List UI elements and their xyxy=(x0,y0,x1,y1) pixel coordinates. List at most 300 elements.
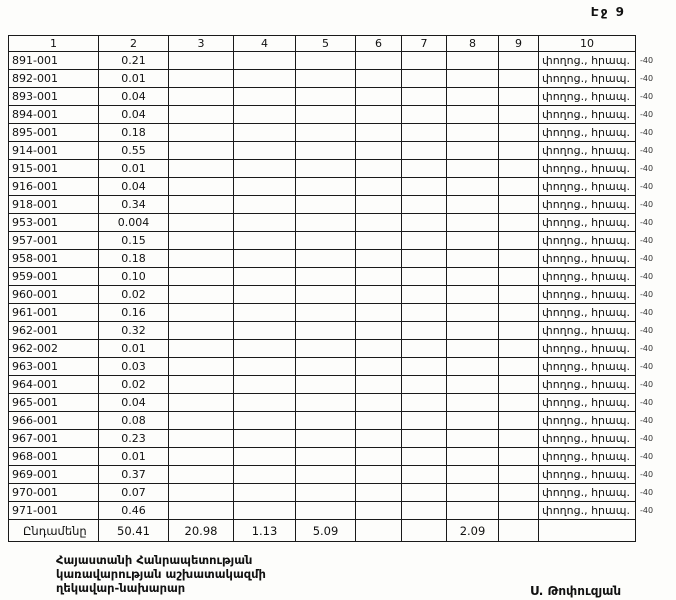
empty-cell xyxy=(296,196,356,214)
total-value-cell xyxy=(539,520,636,542)
category-cell: փողոց., հրապ. xyxy=(539,196,636,214)
empty-cell xyxy=(356,430,402,448)
table-row xyxy=(9,322,636,340)
empty-cell xyxy=(296,502,356,520)
empty-cell xyxy=(234,178,296,196)
empty-cell xyxy=(234,430,296,448)
empty-cell xyxy=(402,214,447,232)
margin-annotation: -40 xyxy=(640,254,654,263)
empty-cell xyxy=(356,484,402,502)
table-row xyxy=(9,358,636,376)
empty-cell xyxy=(234,160,296,178)
category-cell: փողոց., հրապ. xyxy=(539,340,636,358)
column-header: 8 xyxy=(447,36,499,52)
empty-cell xyxy=(234,196,296,214)
empty-cell xyxy=(447,430,499,448)
category-cell: փողոց., հրապ. xyxy=(539,502,636,520)
table-area xyxy=(8,35,653,542)
empty-cell xyxy=(169,286,234,304)
empty-cell xyxy=(356,340,402,358)
empty-cell xyxy=(356,466,402,484)
total-value-cell: 20.98 xyxy=(169,520,234,542)
category-cell: փողոց., հրապ. xyxy=(539,358,636,376)
code-cell: 895-001 xyxy=(9,124,99,142)
code-cell: 961-001 xyxy=(9,304,99,322)
value-cell: 0.15 xyxy=(99,232,169,250)
empty-cell xyxy=(296,160,356,178)
empty-cell xyxy=(169,340,234,358)
category-cell: փողոց., հրապ. xyxy=(539,52,636,70)
table-row xyxy=(9,304,636,322)
empty-cell xyxy=(356,268,402,286)
empty-cell xyxy=(169,178,234,196)
column-header: 4 xyxy=(234,36,296,52)
table-row xyxy=(9,376,636,394)
empty-cell xyxy=(402,448,447,466)
empty-cell xyxy=(447,88,499,106)
empty-cell xyxy=(296,448,356,466)
empty-cell xyxy=(234,52,296,70)
empty-cell xyxy=(169,106,234,124)
margin-annotation: -40 xyxy=(640,434,654,443)
empty-cell xyxy=(447,286,499,304)
code-cell: 893-001 xyxy=(9,88,99,106)
empty-cell xyxy=(356,214,402,232)
empty-cell xyxy=(447,70,499,88)
total-value-cell: 50.41 xyxy=(99,520,169,542)
empty-cell xyxy=(169,88,234,106)
category-cell: փողոց., հրապ. xyxy=(539,466,636,484)
empty-cell xyxy=(234,502,296,520)
empty-cell xyxy=(499,376,539,394)
empty-cell xyxy=(234,340,296,358)
total-value-cell: 1.13 xyxy=(234,520,296,542)
empty-cell xyxy=(169,412,234,430)
table-row xyxy=(9,466,636,484)
value-cell: 0.55 xyxy=(99,142,169,160)
empty-cell xyxy=(169,322,234,340)
empty-cell xyxy=(234,484,296,502)
empty-cell xyxy=(499,124,539,142)
empty-cell xyxy=(499,340,539,358)
category-cell: փողոց., հրապ. xyxy=(539,484,636,502)
margin-annotation: -40 xyxy=(640,290,654,299)
empty-cell xyxy=(402,250,447,268)
empty-cell xyxy=(499,394,539,412)
empty-cell xyxy=(296,214,356,232)
table-row xyxy=(9,106,636,124)
empty-cell xyxy=(169,214,234,232)
empty-cell xyxy=(169,376,234,394)
empty-cell xyxy=(402,52,447,70)
column-header: 2 xyxy=(99,36,169,52)
empty-cell xyxy=(447,214,499,232)
margin-annotation: -40 xyxy=(640,362,654,371)
value-cell: 0.04 xyxy=(99,394,169,412)
table-row xyxy=(9,502,636,520)
empty-cell xyxy=(402,124,447,142)
empty-cell xyxy=(447,106,499,124)
value-cell: 0.23 xyxy=(99,430,169,448)
code-cell: 968-001 xyxy=(9,448,99,466)
category-cell: փողոց., հրապ. xyxy=(539,88,636,106)
margin-annotation: -40 xyxy=(640,74,654,83)
empty-cell xyxy=(169,160,234,178)
empty-cell xyxy=(356,322,402,340)
empty-cell xyxy=(234,106,296,124)
code-cell: 967-001 xyxy=(9,430,99,448)
table-row xyxy=(9,70,636,88)
empty-cell xyxy=(356,88,402,106)
empty-cell xyxy=(402,286,447,304)
margin-annotation: -40 xyxy=(640,146,654,155)
empty-cell xyxy=(296,268,356,286)
empty-cell xyxy=(356,178,402,196)
value-cell: 0.04 xyxy=(99,106,169,124)
column-header: 9 xyxy=(499,36,539,52)
total-value-cell xyxy=(402,520,447,542)
empty-cell xyxy=(234,286,296,304)
empty-cell xyxy=(499,430,539,448)
code-cell: 965-001 xyxy=(9,394,99,412)
category-cell: փողոց., հրապ. xyxy=(539,322,636,340)
empty-cell xyxy=(402,268,447,286)
empty-cell xyxy=(169,142,234,160)
total-label-cell: Ընդամենը xyxy=(9,520,99,542)
table-row xyxy=(9,196,636,214)
empty-cell xyxy=(234,358,296,376)
empty-cell xyxy=(499,196,539,214)
empty-cell xyxy=(356,196,402,214)
empty-cell xyxy=(356,412,402,430)
empty-cell xyxy=(169,430,234,448)
category-cell: փողոց., հրապ. xyxy=(539,178,636,196)
empty-cell xyxy=(169,358,234,376)
value-cell: 0.46 xyxy=(99,502,169,520)
table-row xyxy=(9,88,636,106)
empty-cell xyxy=(402,232,447,250)
empty-cell xyxy=(402,340,447,358)
table-row xyxy=(9,52,636,70)
empty-cell xyxy=(296,412,356,430)
empty-cell xyxy=(499,250,539,268)
empty-cell xyxy=(234,70,296,88)
value-cell: 0.02 xyxy=(99,286,169,304)
empty-cell xyxy=(402,412,447,430)
empty-cell xyxy=(499,304,539,322)
margin-annotation: -40 xyxy=(640,470,654,479)
empty-cell xyxy=(499,70,539,88)
value-cell: 0.07 xyxy=(99,484,169,502)
empty-cell xyxy=(169,52,234,70)
empty-cell xyxy=(169,232,234,250)
empty-cell xyxy=(402,484,447,502)
table-row xyxy=(9,394,636,412)
empty-cell xyxy=(447,412,499,430)
value-cell: 0.34 xyxy=(99,196,169,214)
empty-cell xyxy=(447,484,499,502)
empty-cell xyxy=(169,484,234,502)
empty-cell xyxy=(402,142,447,160)
category-cell: փողոց., հրապ. xyxy=(539,376,636,394)
value-cell: 0.04 xyxy=(99,88,169,106)
empty-cell xyxy=(447,322,499,340)
empty-cell xyxy=(296,232,356,250)
empty-cell xyxy=(447,394,499,412)
category-cell: փողոց., հրապ. xyxy=(539,250,636,268)
empty-cell xyxy=(296,70,356,88)
margin-annotation: -40 xyxy=(640,380,654,389)
table-row xyxy=(9,430,636,448)
total-value-cell xyxy=(356,520,402,542)
empty-cell xyxy=(356,358,402,376)
empty-cell xyxy=(499,502,539,520)
value-cell: 0.004 xyxy=(99,214,169,232)
empty-cell xyxy=(356,304,402,322)
empty-cell xyxy=(234,304,296,322)
code-cell: 960-001 xyxy=(9,286,99,304)
empty-cell xyxy=(447,304,499,322)
empty-cell xyxy=(356,142,402,160)
margin-annotation: -40 xyxy=(640,200,654,209)
category-cell: փողոց., հրապ. xyxy=(539,160,636,178)
empty-cell xyxy=(296,250,356,268)
empty-cell xyxy=(169,466,234,484)
margin-annotation: -40 xyxy=(640,506,654,515)
code-cell: 962-002 xyxy=(9,340,99,358)
code-cell: 914-001 xyxy=(9,142,99,160)
footer-line-3: ղեկավար-նախարար xyxy=(56,581,186,595)
empty-cell xyxy=(499,142,539,160)
empty-cell xyxy=(499,466,539,484)
table-row xyxy=(9,124,636,142)
empty-cell xyxy=(499,232,539,250)
category-cell: փողոց., հրապ. xyxy=(539,142,636,160)
empty-cell xyxy=(402,466,447,484)
footer-line-1: Հայաստանի Հանրապետության xyxy=(56,553,253,567)
empty-cell xyxy=(296,484,356,502)
empty-cell xyxy=(356,232,402,250)
value-cell: 0.16 xyxy=(99,304,169,322)
value-cell: 0.18 xyxy=(99,250,169,268)
category-cell: փողոց., հրապ. xyxy=(539,304,636,322)
empty-cell xyxy=(499,268,539,286)
empty-cell xyxy=(402,88,447,106)
empty-cell xyxy=(296,340,356,358)
category-cell: փողոց., հրապ. xyxy=(539,430,636,448)
value-cell: 0.02 xyxy=(99,376,169,394)
total-value-cell xyxy=(499,520,539,542)
margin-annotation: -40 xyxy=(640,326,654,335)
code-cell: 962-001 xyxy=(9,322,99,340)
code-cell: 966-001 xyxy=(9,412,99,430)
empty-cell xyxy=(234,394,296,412)
data-table xyxy=(8,35,636,542)
empty-cell xyxy=(356,124,402,142)
empty-cell xyxy=(402,106,447,124)
code-cell: 915-001 xyxy=(9,160,99,178)
empty-cell xyxy=(296,124,356,142)
code-cell: 964-001 xyxy=(9,376,99,394)
empty-cell xyxy=(499,178,539,196)
empty-cell xyxy=(356,52,402,70)
empty-cell xyxy=(402,70,447,88)
empty-cell xyxy=(356,502,402,520)
empty-cell xyxy=(499,448,539,466)
total-value-cell: 5.09 xyxy=(296,520,356,542)
empty-cell xyxy=(499,214,539,232)
category-cell: փողոց., հրապ. xyxy=(539,232,636,250)
value-cell: 0.18 xyxy=(99,124,169,142)
table-row xyxy=(9,268,636,286)
margin-annotation: -40 xyxy=(640,398,654,407)
empty-cell xyxy=(402,196,447,214)
empty-cell xyxy=(169,394,234,412)
table-row xyxy=(9,286,636,304)
empty-cell xyxy=(234,124,296,142)
category-cell: փողոց., հրապ. xyxy=(539,268,636,286)
value-cell: 0.32 xyxy=(99,322,169,340)
empty-cell xyxy=(447,502,499,520)
empty-cell xyxy=(234,250,296,268)
empty-cell xyxy=(499,88,539,106)
margin-annotation: -40 xyxy=(640,452,654,461)
empty-cell xyxy=(169,268,234,286)
table-row xyxy=(9,448,636,466)
footer-line-2: կառավարության աշխատակազմի xyxy=(56,567,266,581)
column-header: 1 xyxy=(9,36,99,52)
empty-cell xyxy=(296,178,356,196)
empty-cell xyxy=(296,322,356,340)
empty-cell xyxy=(447,358,499,376)
code-cell: 953-001 xyxy=(9,214,99,232)
value-cell: 0.10 xyxy=(99,268,169,286)
empty-cell xyxy=(447,448,499,466)
column-header: 5 xyxy=(296,36,356,52)
category-cell: փողոց., հրապ. xyxy=(539,412,636,430)
empty-cell xyxy=(169,502,234,520)
empty-cell xyxy=(356,106,402,124)
total-row xyxy=(9,520,636,542)
margin-annotation: -40 xyxy=(640,164,654,173)
empty-cell xyxy=(447,52,499,70)
margin-annotation: -40 xyxy=(640,416,654,425)
page-number: Էջ 9 xyxy=(590,5,626,19)
category-cell: փողոց., հրապ. xyxy=(539,448,636,466)
code-cell: 892-001 xyxy=(9,70,99,88)
empty-cell xyxy=(296,52,356,70)
column-header: 10 xyxy=(539,36,636,52)
code-cell: 958-001 xyxy=(9,250,99,268)
empty-cell xyxy=(234,268,296,286)
code-cell: 970-001 xyxy=(9,484,99,502)
empty-cell xyxy=(499,358,539,376)
value-cell: 0.04 xyxy=(99,178,169,196)
table-row xyxy=(9,250,636,268)
margin-annotation: -40 xyxy=(640,182,654,191)
margin-annotation: -40 xyxy=(640,308,654,317)
code-cell: 916-001 xyxy=(9,178,99,196)
empty-cell xyxy=(447,160,499,178)
empty-cell xyxy=(402,160,447,178)
empty-cell xyxy=(447,232,499,250)
empty-cell xyxy=(499,286,539,304)
category-cell: փողոց., հրապ. xyxy=(539,214,636,232)
empty-cell xyxy=(356,286,402,304)
empty-cell xyxy=(169,196,234,214)
empty-cell xyxy=(169,70,234,88)
empty-cell xyxy=(447,340,499,358)
empty-cell xyxy=(402,502,447,520)
empty-cell xyxy=(499,412,539,430)
column-header: 6 xyxy=(356,36,402,52)
empty-cell xyxy=(402,304,447,322)
category-cell: փողոց., հրապ. xyxy=(539,70,636,88)
empty-cell xyxy=(356,448,402,466)
code-cell: 971-001 xyxy=(9,502,99,520)
value-cell: 0.01 xyxy=(99,160,169,178)
empty-cell xyxy=(447,124,499,142)
empty-cell xyxy=(447,178,499,196)
footer-office-block xyxy=(56,553,266,595)
category-cell: փողոց., հրապ. xyxy=(539,394,636,412)
empty-cell xyxy=(234,142,296,160)
empty-cell xyxy=(296,142,356,160)
empty-cell xyxy=(356,160,402,178)
category-cell: փողոց., հրապ. xyxy=(539,286,636,304)
margin-annotation: -40 xyxy=(640,110,654,119)
table-row xyxy=(9,214,636,232)
margin-annotation: -40 xyxy=(640,488,654,497)
empty-cell xyxy=(296,430,356,448)
code-cell: 963-001 xyxy=(9,358,99,376)
margin-annotation: -40 xyxy=(640,92,654,101)
empty-cell xyxy=(234,376,296,394)
empty-cell xyxy=(296,304,356,322)
margin-annotation: -40 xyxy=(640,128,654,137)
table-row xyxy=(9,160,636,178)
empty-cell xyxy=(402,178,447,196)
empty-cell xyxy=(234,448,296,466)
empty-cell xyxy=(234,412,296,430)
value-cell: 0.01 xyxy=(99,70,169,88)
table-row xyxy=(9,178,636,196)
empty-cell xyxy=(499,322,539,340)
code-cell: 894-001 xyxy=(9,106,99,124)
empty-cell xyxy=(169,448,234,466)
empty-cell xyxy=(356,250,402,268)
value-cell: 0.03 xyxy=(99,358,169,376)
total-value-cell: 2.09 xyxy=(447,520,499,542)
empty-cell xyxy=(356,376,402,394)
value-cell: 0.08 xyxy=(99,412,169,430)
category-cell: փողոց., հրապ. xyxy=(539,124,636,142)
empty-cell xyxy=(447,268,499,286)
empty-cell xyxy=(402,358,447,376)
empty-cell xyxy=(402,394,447,412)
column-header: 3 xyxy=(169,36,234,52)
empty-cell xyxy=(234,232,296,250)
empty-cell xyxy=(447,250,499,268)
value-cell: 0.01 xyxy=(99,448,169,466)
empty-cell xyxy=(234,322,296,340)
table-row xyxy=(9,142,636,160)
margin-annotation: -40 xyxy=(640,272,654,281)
empty-cell xyxy=(447,466,499,484)
table-row xyxy=(9,484,636,502)
code-cell: 918-001 xyxy=(9,196,99,214)
code-cell: 891-001 xyxy=(9,52,99,70)
